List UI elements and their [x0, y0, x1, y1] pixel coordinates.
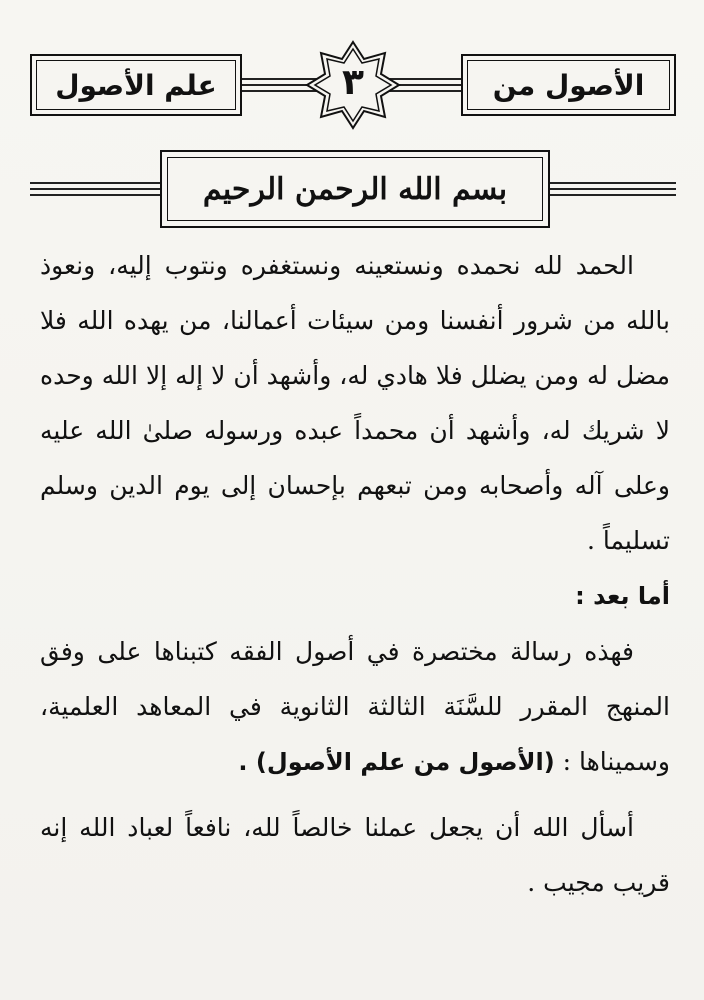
header-title-left-box: [30, 54, 242, 116]
header-title-left: علم الأصول: [55, 68, 217, 102]
banner-rule: [550, 182, 676, 184]
banner-rule: [30, 188, 160, 190]
intro-paragraph: الحمد لله نحمده ونستعينه ونستغفره ونتوب إليه، ونعوذ بالله من شرور أنفسنا ومن سيئات أعمالنا، من يهده الله فلا مضل له ومن يضلل فلا هادي له، وأشهد أن لا إله إلا الله وحده لا شريك له، وأشهد أن محمداً عبده ورسوله صلىٰ الله عليه وعلى آله وأصحابه ومن تبعهم بإحسان إلى يوم الدين وسلم تسليماً .: [40, 251, 670, 555]
banner-rule: [30, 194, 160, 196]
banner-rule: [550, 194, 676, 196]
basmala-box: [160, 150, 550, 228]
purpose-text: فهذه رسالة مختصرة في أصول الفقه كتبناها على وفق المنهج المقرر للسَّنَة الثالثة الثانوية في المعاهد العلمية، وسميناها :: [40, 637, 670, 776]
basmala-text: بسم الله الرحمن الرحيم: [202, 171, 508, 207]
banner-rule: [30, 182, 160, 184]
header-title-right-box: [461, 54, 676, 116]
closing-paragraph: أسأل الله أن يجعل عملنا خالصاً لله، نافعاً لعباد الله إنه قريب مجيب .: [40, 813, 670, 897]
book-title: (الأصول من علم الأصول) .: [238, 748, 555, 776]
body-text: [40, 238, 670, 910]
banner-rule: [550, 188, 676, 190]
amma-bad-heading: [40, 568, 670, 624]
paragraph-gap: [40, 790, 670, 800]
page-number: ٣: [342, 62, 364, 103]
amma-bad-label: أما بعد :: [575, 582, 670, 610]
purpose-paragraph: [40, 624, 670, 790]
page-header: [30, 40, 676, 130]
header-title-right: الأصول من: [492, 68, 645, 102]
basmala-banner: [30, 150, 676, 230]
page-number-star: [305, 40, 401, 130]
